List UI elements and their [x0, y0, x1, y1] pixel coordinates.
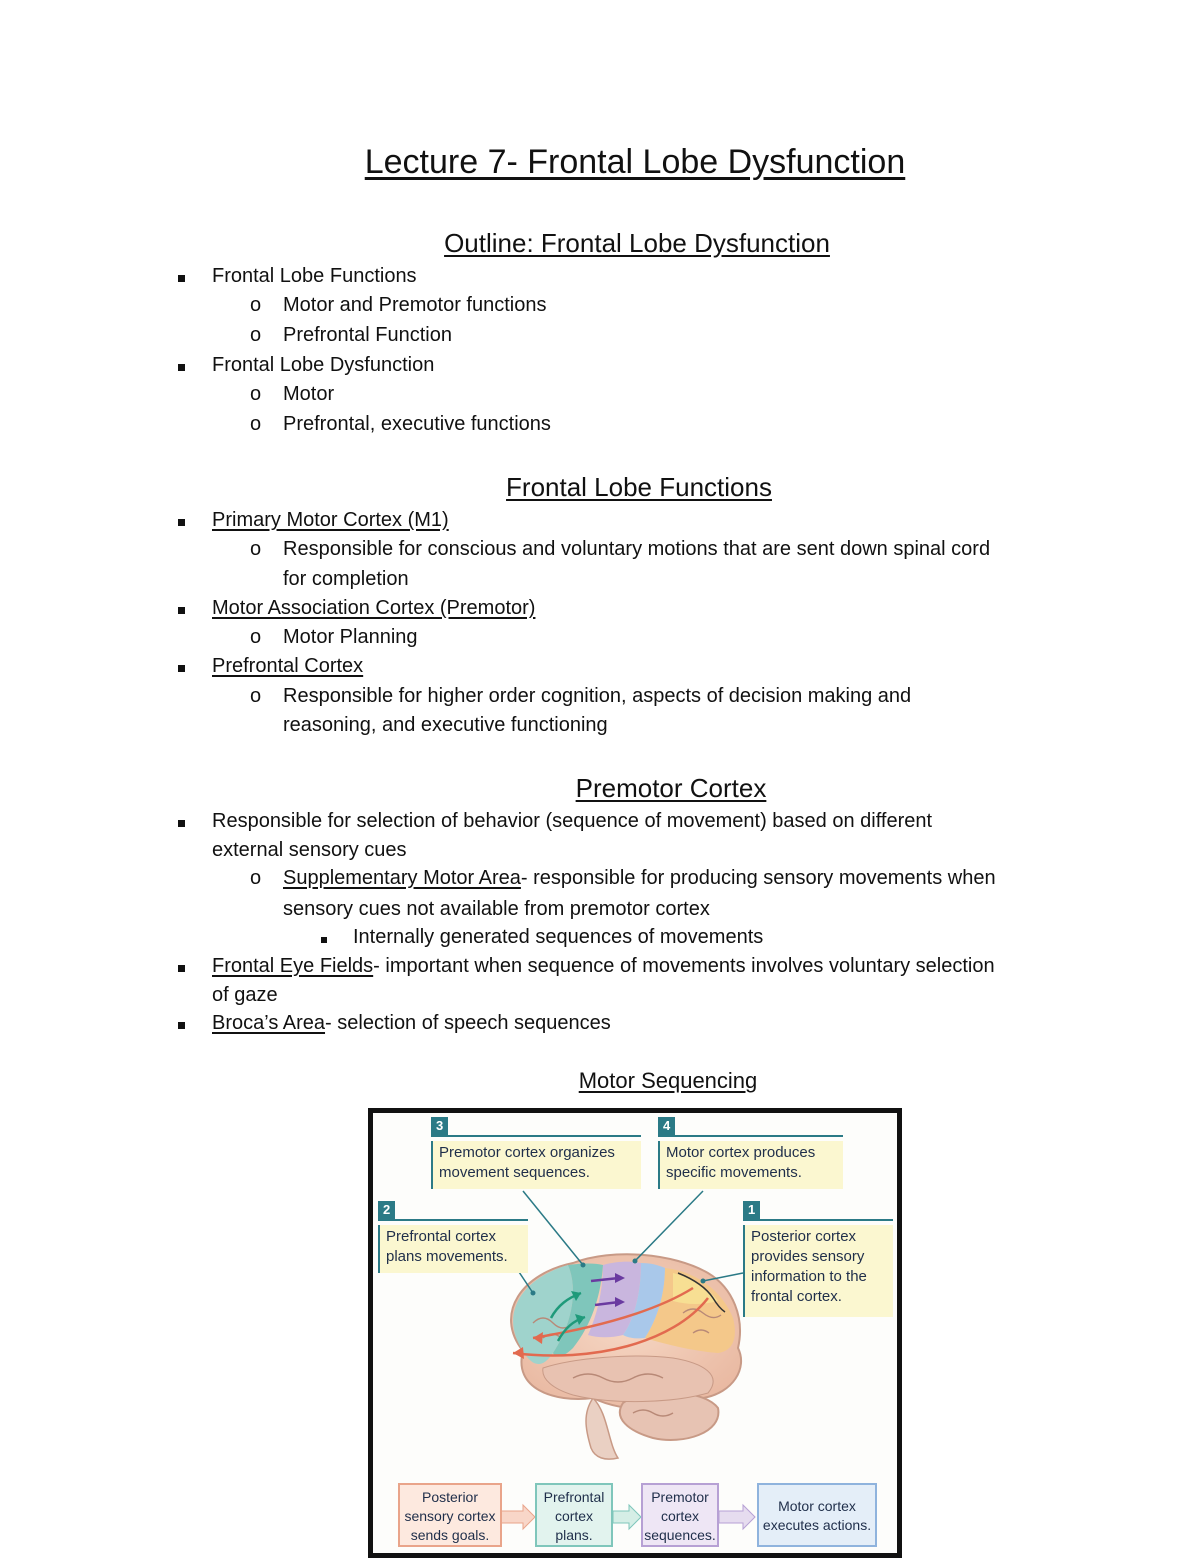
square-bullet-icon [178, 364, 185, 371]
callout-3-rule [431, 1135, 641, 1137]
callout-2-line-2: plans movements. [386, 1248, 508, 1265]
fef-description-cont: of gaze [212, 984, 278, 1006]
square-bullet-icon [178, 519, 185, 526]
flow-posterior-line-3: sends goals. [410, 1527, 490, 1543]
callout-1-line-3: information to the [751, 1268, 867, 1285]
square-bullet-icon [178, 965, 185, 972]
callout-3-line-1: Premotor cortex organizes [439, 1144, 615, 1161]
flow-premotor-line-3: sequences. [644, 1527, 716, 1543]
figure-heading: Motor Sequencing [578, 1068, 758, 1093]
flow-prefrontal-line-3: plans. [555, 1527, 593, 1543]
premotor-item [178, 952, 185, 981]
functions-subitem: Responsible for conscious and voluntary motions that are sent down spinal cord [283, 538, 991, 560]
callout-2-rule [378, 1219, 528, 1221]
square-bullet-icon [178, 275, 185, 282]
term-motor-association-cortex: Motor Association Cortex (Premotor) [212, 597, 536, 619]
broca-description: - selection of speech sequences [325, 1012, 611, 1034]
flow-posterior-line-1: Posterior [421, 1489, 479, 1505]
outline-item [178, 351, 185, 380]
callout-1-line-1: Posterior cortex [751, 1228, 857, 1245]
premotor-item-text-cont: external sensory cues [212, 839, 407, 861]
callout-3-line-2: movement sequences. [439, 1164, 590, 1181]
functions-subitem-cont: for completion [283, 568, 409, 590]
outline-subitem: Prefrontal Function [283, 324, 452, 346]
callout-2-number: 2 [378, 1201, 395, 1219]
square-bullet-icon [178, 607, 185, 614]
flow-prefrontal-line-2: cortex [554, 1508, 594, 1524]
callout-1-line-4: frontal cortex. [751, 1288, 842, 1305]
circle-bullet-icon: o [250, 538, 262, 560]
functions-item [178, 506, 185, 535]
callout-4-line-1: Motor cortex produces [666, 1144, 816, 1161]
sma-subitem [321, 923, 327, 952]
term-primary-motor-cortex: Primary Motor Cortex (M1) [212, 509, 449, 531]
term-prefrontal-cortex: Prefrontal Cortex [212, 655, 364, 677]
flow-prefrontal [535, 1483, 613, 1547]
flow-motor-line-2: executes actions. [762, 1517, 872, 1533]
premotor-item-text: Responsible for selection of behavior (sequence of movement) based on different [212, 810, 933, 832]
page-title: Lecture 7- Frontal Lobe Dysfunction [364, 143, 906, 181]
circle-bullet-icon: o [250, 294, 262, 316]
square-bullet-icon [178, 665, 185, 672]
flow-premotor-line-1: Premotor [651, 1489, 709, 1505]
callout-1-rule [743, 1219, 893, 1221]
functions-subitem-cont: reasoning, and executive functioning [283, 714, 608, 736]
premotor-item [178, 1009, 185, 1038]
outline-item-label: Frontal Lobe Dysfunction [212, 354, 435, 376]
outline-item-label: Frontal Lobe Functions [212, 265, 417, 287]
circle-bullet-icon: o [250, 867, 262, 889]
functions-heading: Frontal Lobe Functions [506, 472, 772, 502]
flow-prefrontal-line-1: Prefrontal [543, 1489, 605, 1505]
circle-bullet-icon: o [250, 685, 262, 707]
functions-item [178, 652, 185, 681]
flow-premotor-line-2: cortex [660, 1508, 700, 1524]
callout-posterior [743, 1225, 893, 1317]
outline-item [178, 262, 185, 291]
outline-subitem: Motor [283, 383, 335, 405]
square-bullet-icon [321, 937, 327, 943]
sma-line [283, 864, 996, 893]
callout-motor [658, 1141, 843, 1189]
motor-sequencing-figure [368, 1108, 902, 1558]
callout-prefrontal [378, 1225, 528, 1273]
callout-2-line-1: Prefrontal cortex [386, 1228, 497, 1245]
flow-premotor [641, 1483, 719, 1547]
outline-heading: Outline: Frontal Lobe Dysfunction [444, 228, 830, 258]
callout-3-number: 3 [431, 1117, 448, 1135]
sma-subitem-text: Internally generated sequences of movements [353, 926, 764, 948]
flow-posterior [398, 1483, 502, 1547]
sma-description-cont: sensory cues not available from premotor cortex [283, 898, 710, 920]
circle-bullet-icon: o [250, 324, 262, 346]
callout-1-number: 1 [743, 1201, 760, 1219]
broca-line [212, 1009, 611, 1038]
outline-subitem: Prefrontal, executive functions [283, 413, 551, 435]
square-bullet-icon [178, 820, 185, 827]
functions-subitem: Motor Planning [283, 626, 418, 648]
sma-description: - responsible for producing sensory movements when [520, 867, 996, 889]
fef-description: - important when sequence of movements involves voluntary selection [373, 955, 995, 977]
callout-1-line-2: provides sensory [751, 1248, 865, 1265]
premotor-item [178, 807, 185, 836]
circle-bullet-icon: o [250, 413, 262, 435]
circle-bullet-icon: o [250, 383, 262, 405]
outline-subitem: Motor and Premotor functions [283, 294, 547, 316]
premotor-heading: Premotor Cortex [575, 773, 767, 803]
term-supplementary-motor-area: Supplementary Motor Area [283, 867, 521, 889]
callout-premotor [431, 1141, 641, 1189]
term-frontal-eye-fields: Frontal Eye Fields [212, 955, 374, 977]
flow-motor-line-1: Motor cortex [778, 1498, 856, 1514]
callout-4-rule [658, 1135, 843, 1137]
term-brocas-area: Broca’s Area [212, 1012, 326, 1034]
flow-posterior-line-2: sensory cortex [404, 1508, 496, 1524]
circle-bullet-icon: o [250, 626, 262, 648]
functions-item [178, 594, 185, 623]
square-bullet-icon [178, 1022, 185, 1029]
functions-subitem: Responsible for higher order cognition, aspects of decision making and [283, 685, 912, 707]
fef-line [212, 952, 995, 981]
callout-4-line-2: specific movements. [666, 1164, 802, 1181]
flow-motor [757, 1483, 877, 1547]
callout-4-number: 4 [658, 1117, 675, 1135]
